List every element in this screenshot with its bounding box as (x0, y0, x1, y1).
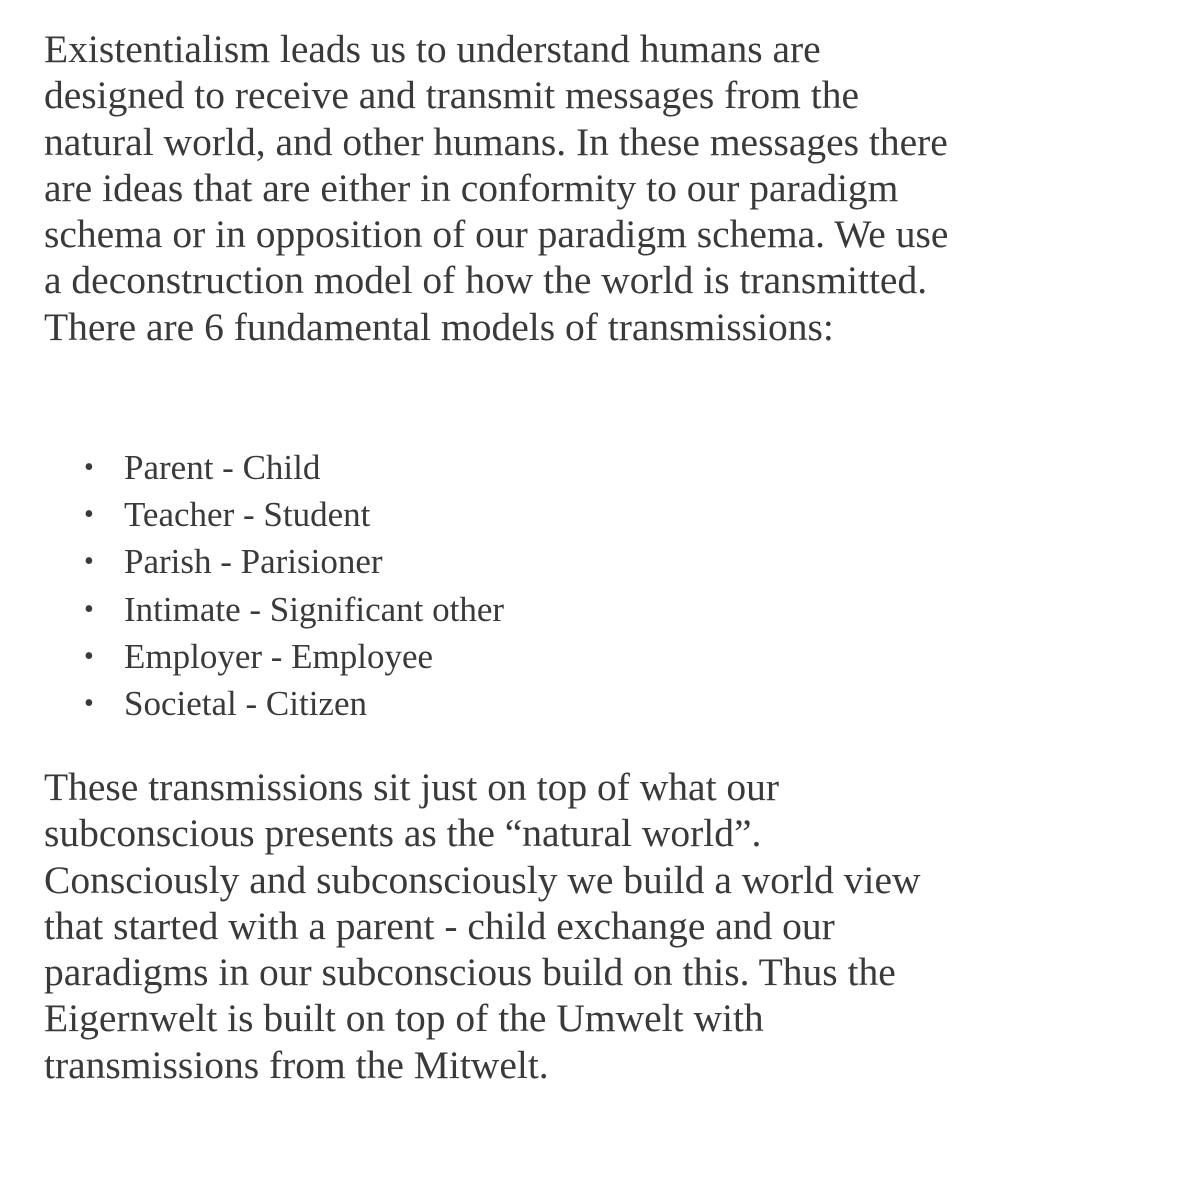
paragraph-line: Consciously and subconsciously we build a world view (44, 857, 921, 902)
paragraph-line: subconscious presents as the “natural world”. (44, 811, 762, 856)
list-item-text: Employer - Employee (124, 636, 434, 676)
paragraph-line: designed to receive and transmit messages from the (44, 73, 859, 118)
bullet-icon: • (84, 452, 94, 483)
list-item (84, 633, 504, 680)
paragraph-line: transmissions from the Mitwelt. (44, 1042, 549, 1087)
paragraph-line: paradigms in our subconscious build on this. Thus the (44, 950, 896, 995)
list-item (84, 491, 504, 538)
list-item-text: Intimate - Significant other (124, 589, 505, 629)
conclusion-paragraph (44, 764, 921, 1088)
transmission-models-list (84, 444, 504, 727)
paragraph-line: natural world, and other humans. In these messages there (44, 119, 948, 164)
list-item-text: Parent - Child (124, 448, 321, 487)
bullet-icon: • (84, 640, 94, 672)
list-item (84, 444, 504, 491)
paragraph-line: There are 6 fundamental models of transmissions: (44, 304, 834, 349)
paragraph-line: Existentialism leads us to understand humans are (44, 27, 821, 71)
paragraph-line: that started with a parent - child exchange and our (44, 903, 835, 948)
bullet-icon: • (84, 546, 94, 578)
paragraph-line: a deconstruction model of how the world is transmitted. (44, 258, 928, 303)
paragraph-line: are ideas that are either in conformity to our paradigm (44, 165, 899, 210)
bullet-icon: • (84, 688, 94, 720)
list-item-text: Teacher - Student (124, 495, 371, 535)
bullet-icon: • (84, 593, 94, 625)
paragraph-line: These transmissions sit just on top of what our (44, 765, 780, 809)
list-item-text: Parish - Parisioner (124, 542, 383, 582)
paragraph-line: schema or in opposition of our paradigm schema. We use (44, 212, 949, 257)
bullet-icon: • (84, 499, 94, 531)
paragraph-line: Eigernwelt is built on top of the Umwelt with (44, 996, 764, 1041)
list-item (84, 680, 504, 727)
intro-paragraph (44, 26, 948, 350)
list-item (84, 538, 504, 585)
list-item (84, 586, 504, 633)
list-item-text: Societal - Citizen (124, 684, 367, 724)
